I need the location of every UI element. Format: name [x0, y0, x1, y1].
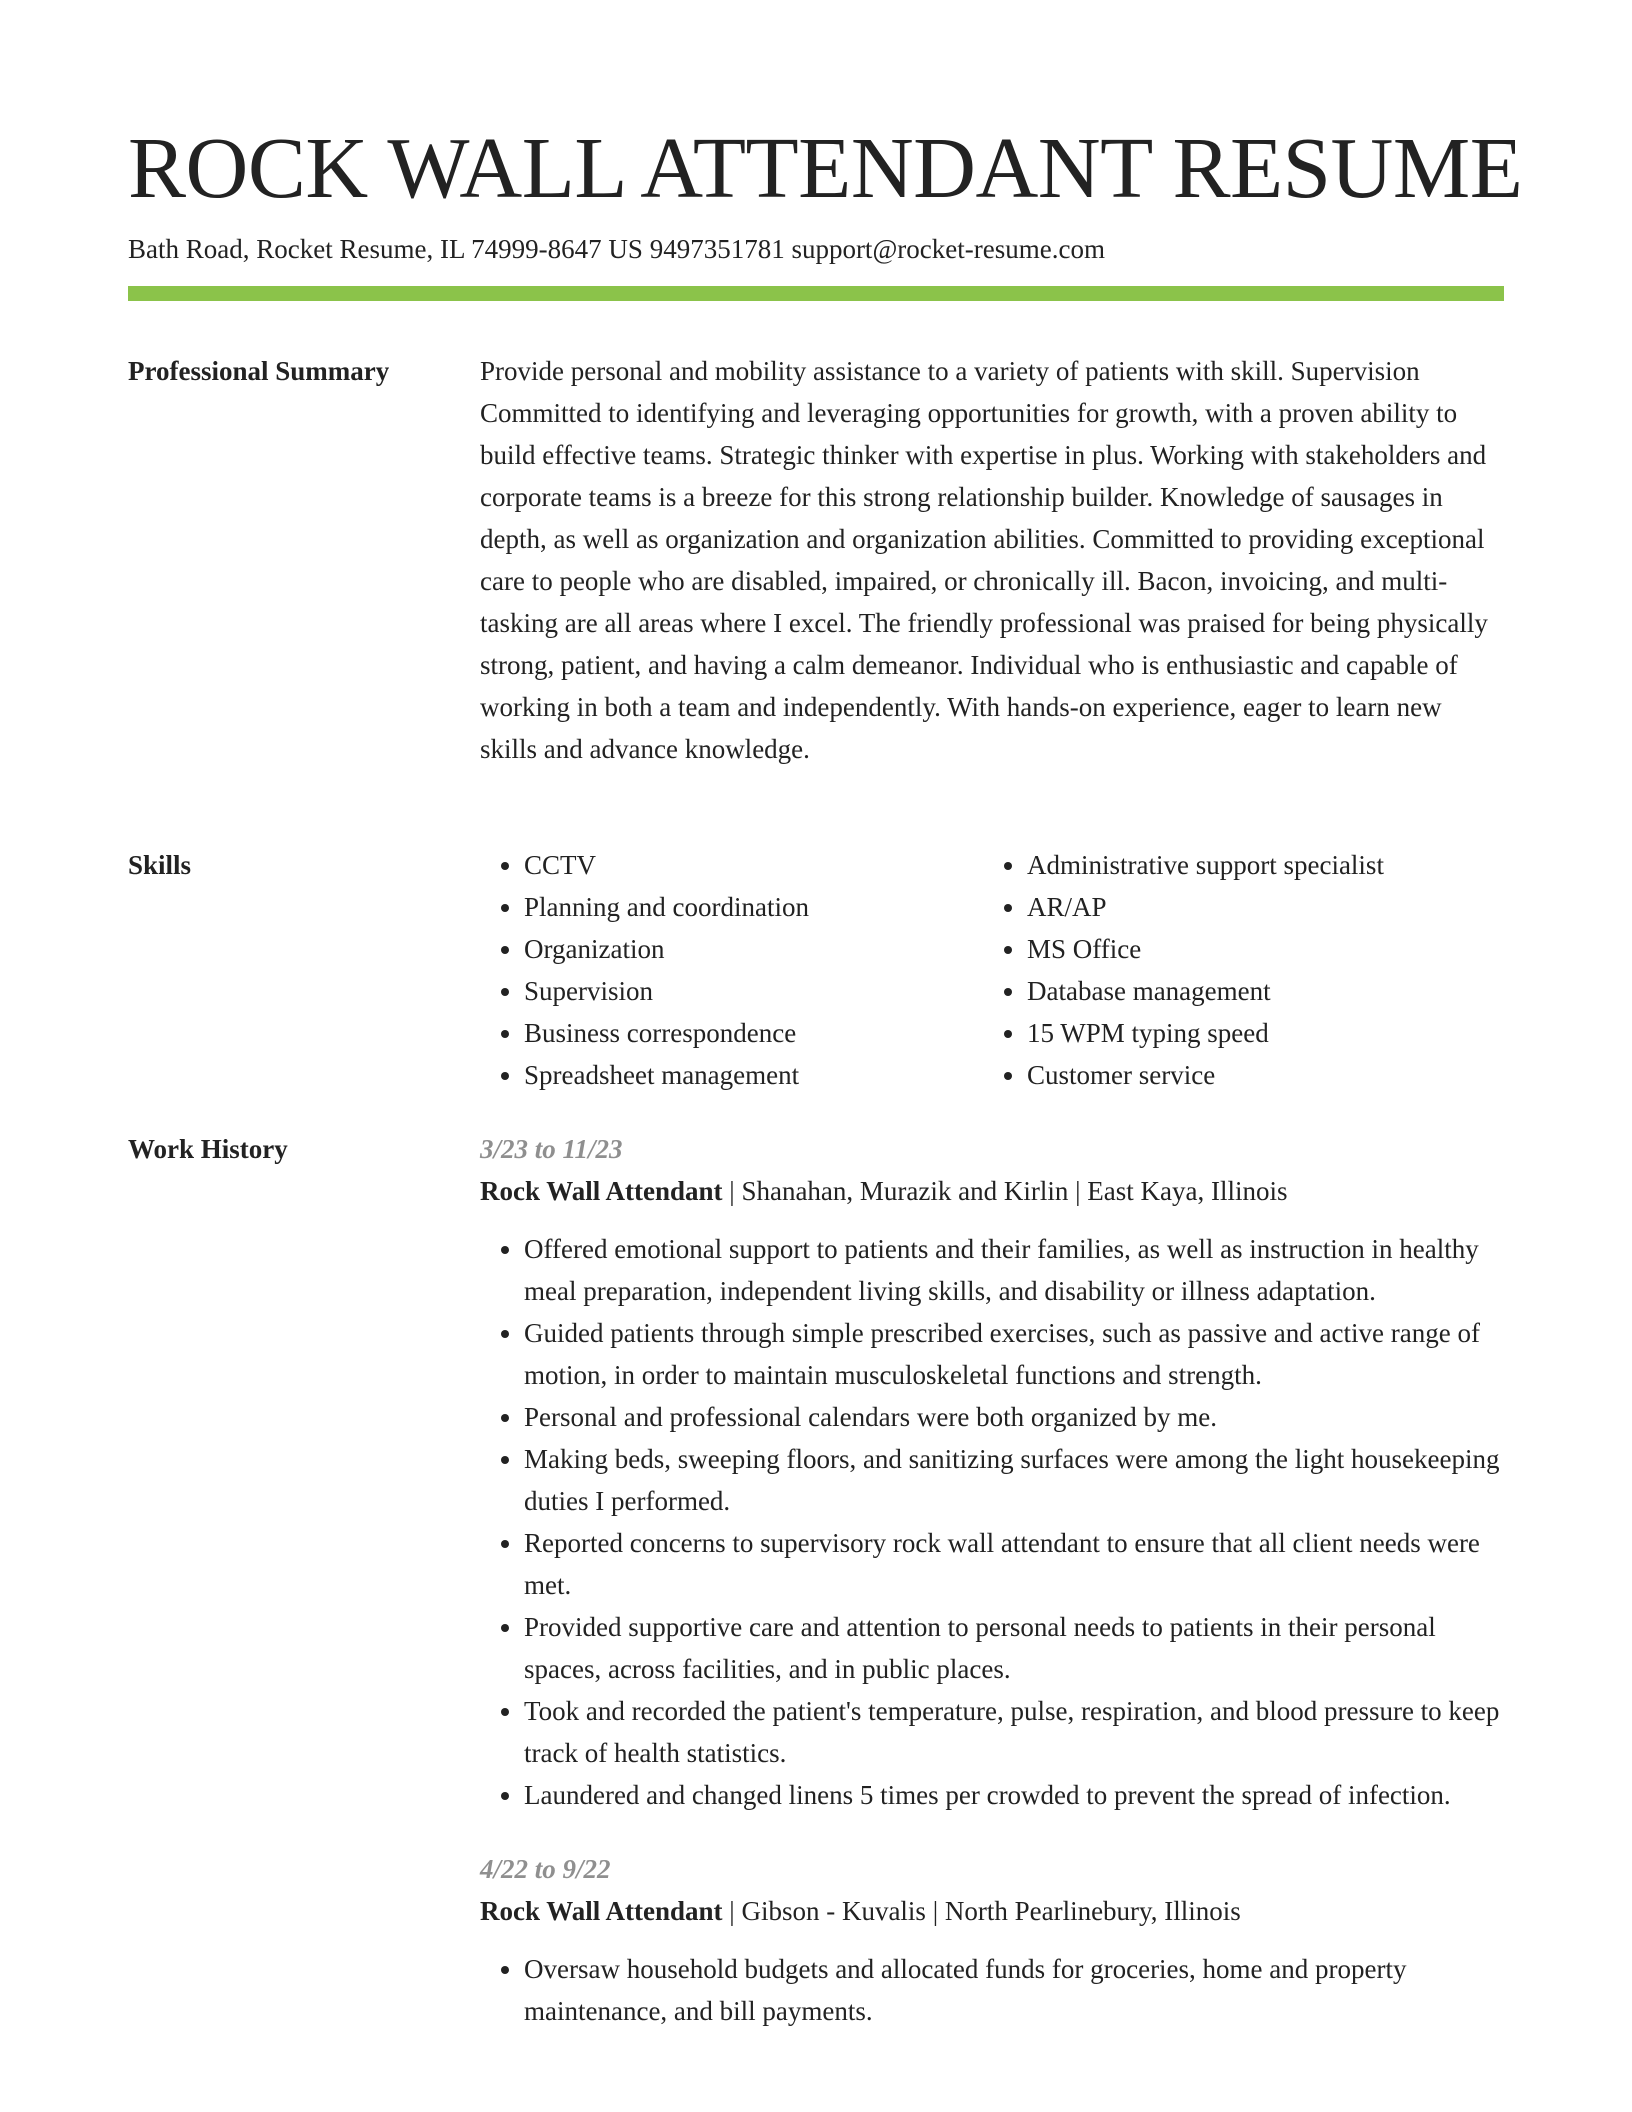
skill-item: • Spreadsheet management [524, 1054, 983, 1096]
job-bullet: • Took and recorded the patient's temperature, pulse, respiration, and blood pressure to keep track of health statistics. [524, 1690, 1504, 1774]
job-bullet: • Laundered and changed linens 5 times per crowded to prevent the spread of infection. [524, 1774, 1504, 1816]
skill-item: • Business correspondence [524, 1012, 983, 1054]
job-title: Rock Wall Attendant [480, 1896, 723, 1926]
skills-list-left [480, 844, 983, 1096]
job-heading [480, 1890, 1504, 1932]
job-entry [480, 1128, 1504, 1816]
skill-item: • Customer service [1027, 1054, 1486, 1096]
skill-item: • Administrative support specialist [1027, 844, 1486, 886]
skill-item: • Supervision [524, 970, 983, 1012]
job-bullet: • Oversaw household budgets and allocated funds for groceries, home and property maintenance, and bill payments. [524, 1948, 1504, 2032]
skill-item: • CCTV [524, 844, 983, 886]
skill-item: • Database management [1027, 970, 1486, 1012]
job-employer: | Shanahan, Murazik and Kirlin | East Kaya, Illinois [722, 1176, 1288, 1206]
skills-body [480, 844, 1504, 1096]
skills-heading: Skills [128, 850, 192, 880]
skill-item: • AR/AP [1027, 886, 1486, 928]
job-bullet-list [480, 1228, 1504, 1816]
job-entry [480, 1848, 1504, 2032]
job-bullet: • Personal and professional calendars were both organized by me. [524, 1396, 1504, 1438]
resume-title: ROCK WALL ATTENDANT RESUME [128, 119, 1523, 216]
contact-line: Bath Road, Rocket Resume, IL 74999-8647 US 9497351781 support@rocket-resume.com [128, 234, 1105, 264]
skill-item: • Organization [524, 928, 983, 970]
job-bullet: • Offered emotional support to patients and their families, as well as instruction in healthy meal preparation, independent living skills, and disability or illness adaptation. [524, 1228, 1504, 1312]
summary-heading: Professional Summary [128, 356, 390, 386]
work-body [480, 1128, 1504, 2032]
accent-divider [128, 286, 1504, 301]
job-title: Rock Wall Attendant [480, 1176, 723, 1206]
skill-item: • 15 WPM typing speed [1027, 1012, 1486, 1054]
job-bullet: • Making beds, sweeping floors, and sanitizing surfaces were among the light housekeeping duties I performed. [524, 1438, 1504, 1522]
summary-body [480, 350, 1504, 770]
job-bullet: • Guided patients through simple prescribed exercises, such as passive and active range of motion, in order to maintain musculoskeletal functions and strength. [524, 1312, 1504, 1396]
skill-item: • MS Office [1027, 928, 1486, 970]
job-bullet: • Reported concerns to supervisory rock wall attendant to ensure that all client needs were met. [524, 1522, 1504, 1606]
job-dates: 4/22 to 9/22 [480, 1854, 611, 1884]
job-heading [480, 1170, 1504, 1212]
job-employer: | Gibson - Kuvalis | North Pearlinebury, Illinois [722, 1896, 1241, 1926]
job-bullet-list [480, 1948, 1504, 2032]
job-bullet: • Provided supportive care and attention to personal needs to patients in their personal spaces, across facilities, and in public places. [524, 1606, 1504, 1690]
skills-list-right [983, 844, 1486, 1096]
skills-columns [480, 844, 1504, 1096]
job-dates: 3/23 to 11/23 [480, 1134, 623, 1164]
skill-item: • Planning and coordination [524, 886, 983, 928]
work-heading: Work History [128, 1134, 288, 1164]
summary-text: Provide personal and mobility assistance to a variety of patients with skill. Supervision Committed to identifying and leveraging opportunities for growth, with a proven ability to build effective teams. Strategic thinker with expertise in plus. Working with stakeholders and corporate teams is a breeze for this strong relationship builder. Knowledge of sausages in depth, as well as organization and organization abilities. Committed to providing exceptional care to people who are disabled, impaired, or chronically ill. Bacon, invoicing, and multi-tasking are all areas where I excel. The friendly professional was praised for being physically strong, patient, and having a calm demeanor. Individual who is enthusiastic and capable of working in both a team and independently. With hands-on experience, eager to learn new skills and advance knowledge. [480, 356, 1488, 764]
